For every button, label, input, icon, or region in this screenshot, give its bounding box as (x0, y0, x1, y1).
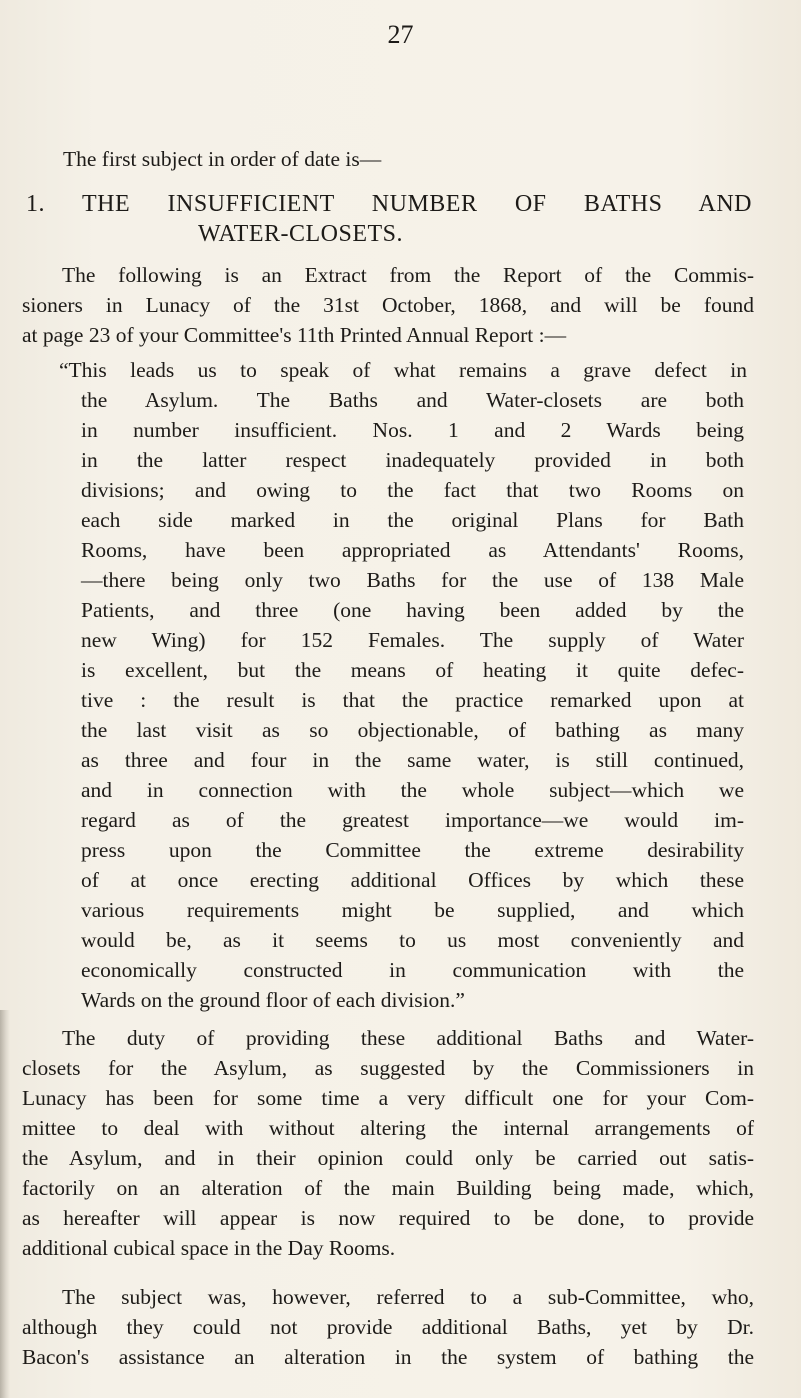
section-heading-line-1: 1. THE INSUFFICIENT NUMBER OF BATHS AND (26, 191, 752, 217)
paragraph-line: the Asylum, and in their opinion could only be carried out satis- (22, 1146, 754, 1170)
quote-line: Rooms, have been appropriated as Attendants' Rooms, (81, 538, 744, 562)
quote-line: and in connection with the whole subject—which we (81, 778, 744, 802)
paragraph-line: Lunacy has been for some time a very difficult one for your Com- (22, 1086, 754, 1110)
paragraph-line: The following is an Extract from the Report of the Commis- (62, 263, 754, 287)
section-heading-line-2: WATER-CLOSETS. (198, 221, 403, 247)
quote-line: various requirements might be supplied, and which (81, 898, 744, 922)
quote-line: the last visit as so objectionable, of bathing as many (81, 718, 744, 742)
quote-line: in number insufficient. Nos. 1 and 2 Wards being (81, 418, 744, 442)
paragraph-line: as hereafter will appear is now required to be done, to provide (22, 1206, 754, 1230)
paragraph-line: closets for the Asylum, as suggested by the Commissioners in (22, 1056, 754, 1080)
quote-line: Patients, and three (one having been added by the (81, 598, 744, 622)
paragraph-line: factorily on an alteration of the main Building being made, which, (22, 1176, 754, 1200)
quote-line: each side marked in the original Plans for Bath (81, 508, 744, 532)
quote-line: new Wing) for 152 Females. The supply of Water (81, 628, 744, 652)
paragraph-line: Bacon's assistance an alteration in the system of bathing the (22, 1345, 754, 1369)
paragraph-line: at page 23 of your Committee's 11th Printed Annual Report :— (22, 323, 567, 347)
quote-line: regard as of the greatest importance—we would im- (81, 808, 744, 832)
paragraph-line: additional cubical space in the Day Rooms. (22, 1236, 396, 1260)
quote-line: tive : the result is that the practice remarked upon at (81, 688, 744, 712)
paragraph-line: sioners in Lunacy of the 31st October, 1868, and will be found (22, 293, 754, 317)
quote-line: —there being only two Baths for the use of 138 Male (81, 568, 744, 592)
paragraph-line: mittee to deal with without altering the internal arrangements of (22, 1116, 754, 1140)
binding-shadow (0, 1010, 10, 1398)
paragraph-line: The duty of providing these additional Baths and Water- (62, 1026, 754, 1050)
quote-line: “This leads us to speak of what remains a grave defect in (59, 358, 747, 382)
page-number: 27 (387, 20, 414, 49)
quote-line: economically constructed in communication with the (81, 958, 744, 982)
quote-line: of at once erecting additional Offices by which these (81, 868, 744, 892)
quote-line: Wards on the ground floor of each division.” (81, 988, 465, 1012)
quote-line: divisions; and owing to the fact that two Rooms on (81, 478, 744, 502)
quote-line: in the latter respect inadequately provided in both (81, 448, 744, 472)
quote-line: the Asylum. The Baths and Water-closets are both (81, 388, 744, 412)
quote-line: as three and four in the same water, is still continued, (81, 748, 744, 772)
intro-line: The first subject in order of date is— (63, 147, 382, 171)
quote-line: is excellent, but the means of heating it quite defec- (81, 658, 744, 682)
quote-line: would be, as it seems to us most conveniently and (81, 928, 744, 952)
quote-line: press upon the Committee the extreme desirability (81, 838, 744, 862)
paragraph-line: The subject was, however, referred to a sub-Committee, who, (62, 1285, 754, 1309)
paragraph-line: although they could not provide additional Baths, yet by Dr. (22, 1315, 754, 1339)
